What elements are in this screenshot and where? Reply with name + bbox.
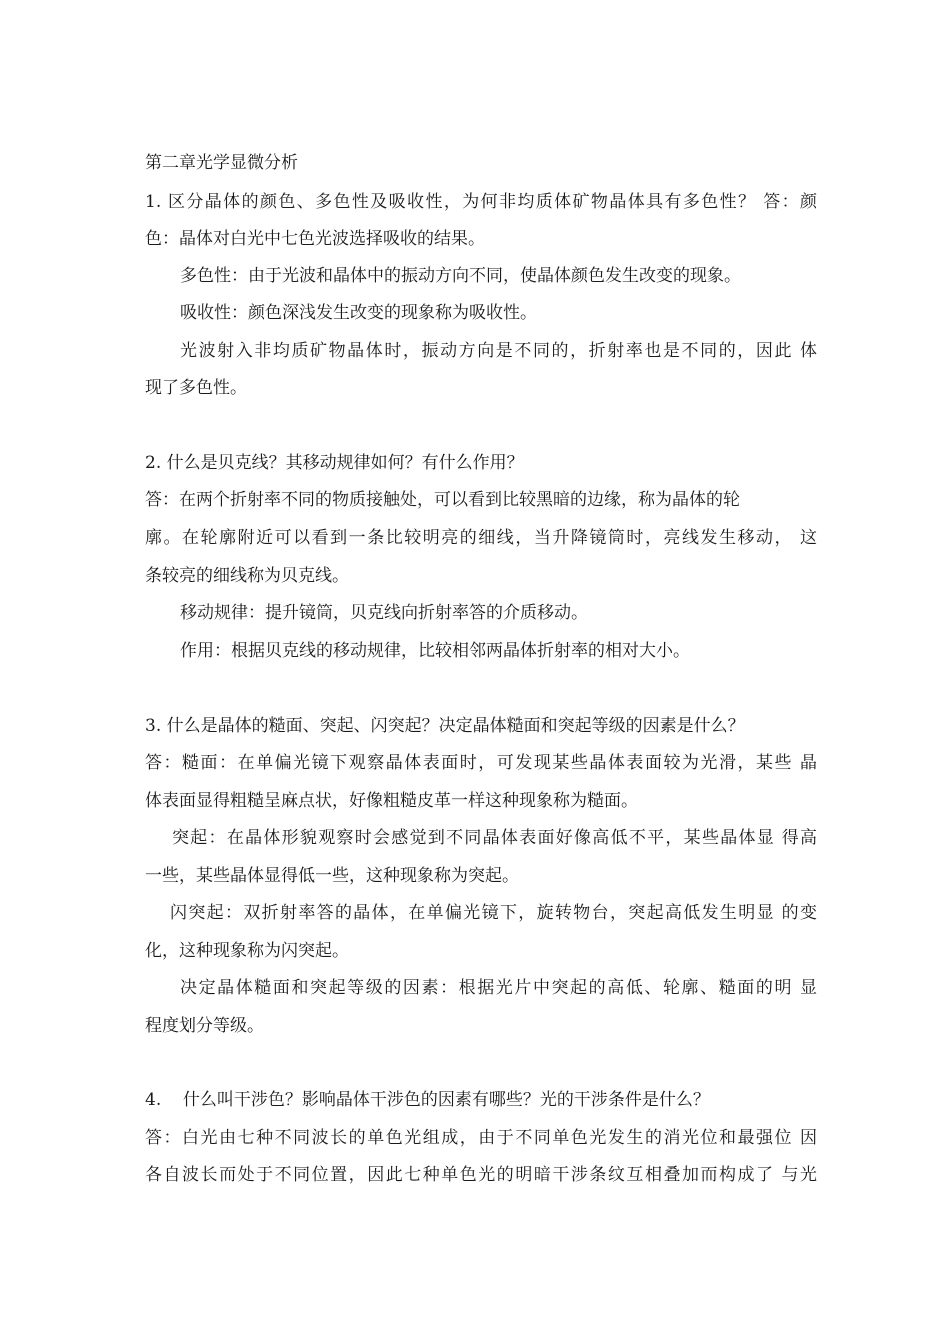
- q3-answer-line: 一些，某些晶体显得低一些，这种现象称为突起。: [145, 866, 519, 886]
- q3-answer-line: 决定晶体糙面和突起等级的因素：根据光片中突起的高低、轮廓、糙面的明 显: [180, 978, 817, 998]
- q2-answer-line: 答：在两个折射率不同的物质接触处，可以看到比较黑暗的边缘，称为晶体的轮: [145, 490, 740, 510]
- q1-answer-line: 吸收性：颜色深浅发生改变的现象称为吸收性。: [180, 303, 537, 323]
- q2-question: 2. 什么是贝克线？其移动规律如何？有什么作用？: [145, 453, 524, 473]
- q2-answer-line: 廓。在轮廓附近可以看到一条比较明亮的细线，当升降镜筒时，亮线发生移动， 这: [145, 528, 817, 548]
- chapter-title: 第二章光学显微分析: [145, 153, 298, 173]
- q1-answer-line: 光波射入非均质矿物晶体时，振动方向是不同的，折射率也是不同的，因此 体: [180, 341, 817, 361]
- q1-answer-line: 多色性：由于光波和晶体中的振动方向不同，使晶体颜色发生改变的现象。: [180, 266, 741, 286]
- q4-question: 4. 什么叫干涉色？影响晶体干涉色的因素有哪些？光的干涉条件是什么？: [145, 1090, 710, 1110]
- q1-answer-line: 色：晶体对白光中七色光波选择吸收的结果。: [145, 229, 485, 249]
- q3-answer-line: 突起：在晶体形貌观察时会感觉到不同晶体表面好像高低不平，某些晶体显 得高: [172, 828, 817, 848]
- q3-answer-line: 答：糙面：在单偏光镜下观察晶体表面时，可发现某些晶体表面较为光滑，某些 晶: [145, 753, 817, 773]
- q2-answer-line: 条较亮的细线称为贝克线。: [145, 566, 349, 586]
- q3-question: 3. 什么是晶体的糙面、突起、闪突起？决定晶体糙面和突起等级的因素是什么？: [145, 716, 745, 736]
- q4-answer-line: 答：白光由七种不同波长的单色光组成，由于不同单色光发生的消光位和最强位 因: [145, 1128, 817, 1148]
- q2-answer-line: 移动规律：提升镜筒，贝克线向折射率答的介质移动。: [180, 603, 588, 623]
- q1-question: 1. 区分晶体的颜色、多色性及吸收性，为何非均质体矿物晶体具有多色性？ 答：颜: [145, 192, 817, 212]
- q3-answer-line: 化，这种现象称为闪突起。: [145, 941, 349, 961]
- q4-answer-line: 各自波长而处于不同位置，因此七种单色光的明暗干涉条纹互相叠加而构成了 与光: [145, 1165, 817, 1185]
- q1-answer-line: 现了多色性。: [145, 378, 247, 398]
- q3-answer-line: 闪突起：双折射率答的晶体，在单偏光镜下，旋转物台，突起高低发生明显 的变: [170, 903, 817, 923]
- q2-answer-line: 作用：根据贝克线的移动规律，比较相邻两晶体折射率的相对大小。: [180, 641, 690, 661]
- q3-answer-line: 体表面显得粗糙呈麻点状，好像粗糙皮革一样这种现象称为糙面。: [145, 791, 638, 811]
- q3-answer-line: 程度划分等级。: [145, 1016, 264, 1036]
